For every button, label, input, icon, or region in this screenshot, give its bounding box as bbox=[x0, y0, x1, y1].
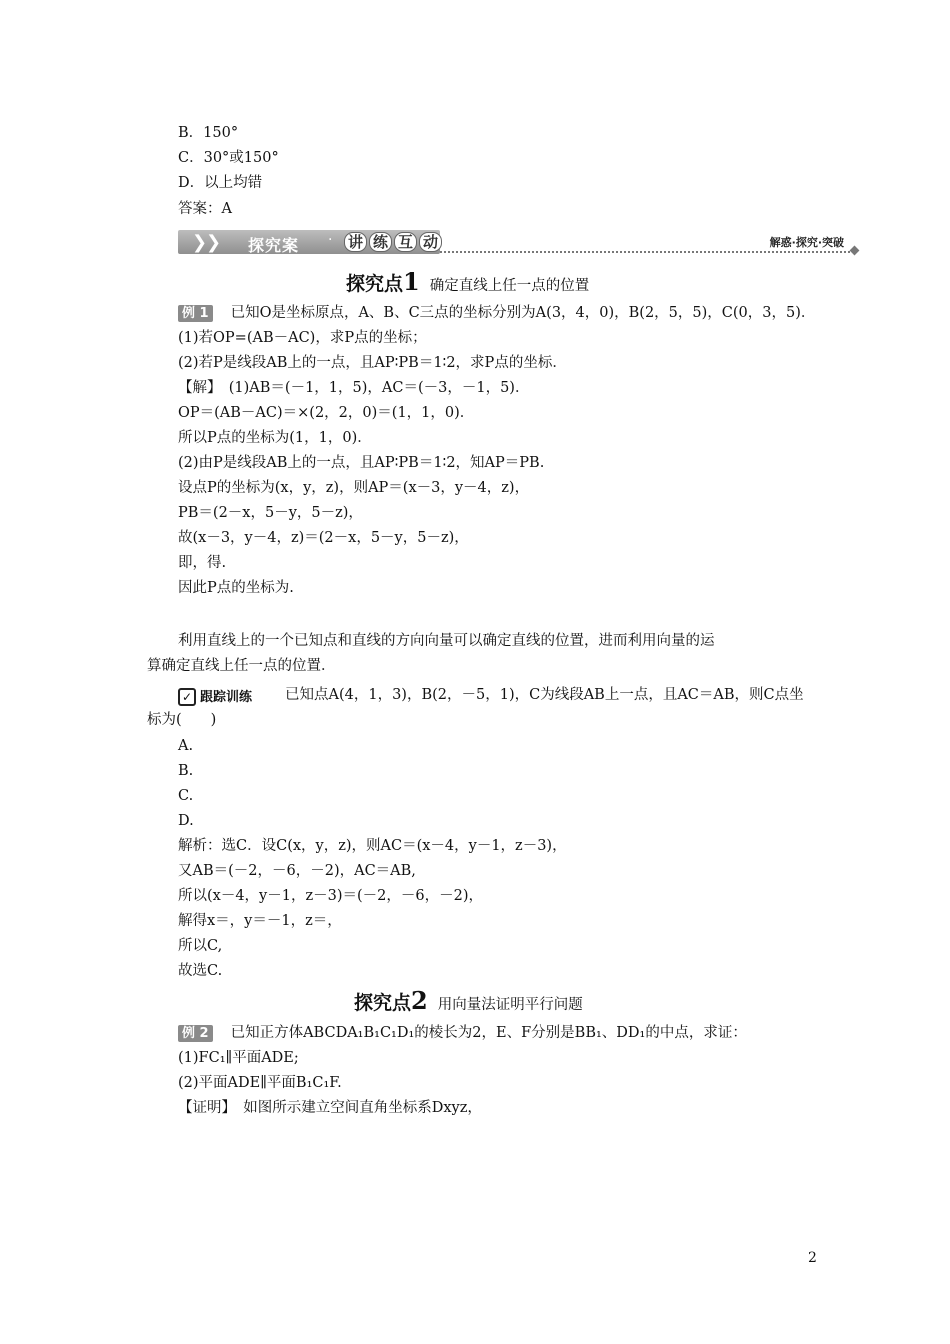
example-text: 已知正方体ABCDA₁B₁C₁D₁的棱长为2，E、F分别是BB₁、DD₁的中点，求证： bbox=[230, 1025, 747, 1041]
section-heading-1 bbox=[346, 267, 589, 296]
proof-line: 【证明】 如图所示建立空间直角坐标系Dxyz， bbox=[178, 1100, 482, 1116]
tracking-option-c: C. bbox=[178, 788, 194, 804]
section-subtitle: 确定直线上任一点的位置 bbox=[429, 278, 590, 294]
section-label: 探究点 bbox=[354, 992, 412, 1014]
example-1-q1: (1)若OP=(AB－AC)，求P点的坐标； bbox=[178, 330, 427, 346]
solution-line: 即，得. bbox=[178, 555, 227, 571]
banner-subtitle bbox=[344, 232, 444, 252]
solution-line: 因此P点的坐标为. bbox=[178, 580, 294, 596]
tracking-label bbox=[178, 686, 252, 706]
analysis-line: 又AB＝(－2，－6，－2)，AC＝AB, bbox=[178, 863, 416, 879]
example-1-q2: (2)若P是线段AB上的一点，且AP∶PB＝1∶2，求P点的坐标． bbox=[178, 355, 567, 371]
example-2-stem bbox=[178, 1024, 747, 1042]
tracking-option-b: B. bbox=[178, 763, 194, 779]
tracking-title: 跟踪训练 bbox=[200, 690, 253, 705]
example-tag: 例 2 bbox=[178, 1025, 213, 1042]
solution-line: 【解】 (1)AB＝(－1，1，5)，AC＝(－3，－1，5)． bbox=[178, 380, 530, 396]
solution-line: 设点P的坐标为(x，y，z)，则AP＝(x－3，y－4，z)， bbox=[178, 480, 530, 496]
banner-char: 讲 bbox=[344, 232, 367, 252]
analysis-line: 所以C, bbox=[178, 938, 223, 954]
section-number: 1 bbox=[403, 267, 420, 296]
banner-char: 动 bbox=[419, 232, 442, 252]
page-number: 2 bbox=[808, 1250, 817, 1266]
example-2-q2: (2)平面ADE∥平面B₁C₁F. bbox=[178, 1075, 342, 1091]
banner-divider bbox=[440, 251, 850, 253]
option-c: C．30°或150° bbox=[178, 150, 279, 166]
summary-line-2: 算确定直线上任一点的位置． bbox=[147, 658, 336, 674]
solution-line: OP＝(AB－AC)＝×(2，2，0)＝(1，1，0)． bbox=[178, 405, 475, 421]
banner-dot: · bbox=[328, 232, 333, 248]
example-2-q1: (1)FC₁∥平面ADE; bbox=[178, 1050, 299, 1066]
example-tag: 例 1 bbox=[178, 305, 213, 322]
section-number: 2 bbox=[411, 986, 428, 1015]
solution-line: 所以P点的坐标为(1，1，0)． bbox=[178, 430, 372, 446]
banner-title: 探究案 bbox=[248, 236, 300, 255]
tracking-option-a: A. bbox=[178, 738, 194, 754]
tracking-stem: 已知点A(4，1，3)，B(2，－5，1)，C为线段AB上一点，且AC＝AB，则C点坐 bbox=[285, 687, 804, 703]
solution-line: 故(x－3，y－4，z)＝(2－x，5－y，5－z)， bbox=[178, 530, 469, 546]
chevron-right-icon: ❯ bbox=[206, 232, 222, 253]
banner-char: 练 bbox=[369, 232, 392, 252]
banner-right-label: 解惑·探究·突破 bbox=[769, 236, 844, 249]
analysis-line: 解析：选C．设C(x，y，z)，则AC＝(x－4，y－1，z－3)， bbox=[178, 838, 567, 854]
diamond-icon bbox=[850, 246, 860, 256]
option-b: B．150° bbox=[178, 125, 239, 141]
section-heading-2 bbox=[354, 986, 583, 1015]
section-subtitle: 用向量法证明平行问题 bbox=[437, 997, 583, 1013]
answer: 答案：A bbox=[178, 201, 232, 217]
tracking-option-d: D. bbox=[178, 813, 194, 829]
analysis-line: 解得x＝，y＝－1，z＝， bbox=[178, 913, 342, 929]
example-text: 已知O是坐标原点，A、B、C三点的坐标分别为A(3，4，0)，B(2，5，5)，C(0，3，5)． bbox=[230, 305, 816, 321]
banner-char: 互 bbox=[394, 232, 417, 252]
tracking-stem-2: 标为( ) bbox=[147, 712, 217, 728]
analysis-line: 所以(x－4，y－1，z－3)＝(－2，－6，－2)， bbox=[178, 888, 483, 904]
summary-line-1: 利用直线上的一个已知点和直线的方向向量可以确定直线的位置，进而利用向量的运 bbox=[178, 633, 715, 649]
analysis-line: 故选C. bbox=[178, 963, 223, 979]
section-banner bbox=[178, 230, 858, 256]
option-d: D．以上均错 bbox=[178, 175, 263, 191]
check-icon: ✓ bbox=[178, 688, 196, 706]
chevron-right-icon: ❯ bbox=[192, 232, 208, 253]
section-label: 探究点 bbox=[346, 273, 404, 295]
solution-line: (2)由P是线段AB上的一点，且AP∶PB＝1∶2，知AP＝PB. bbox=[178, 455, 545, 471]
solution-line: PB＝(2－x，5－y，5－z)， bbox=[178, 505, 363, 521]
example-1-stem bbox=[178, 304, 815, 322]
